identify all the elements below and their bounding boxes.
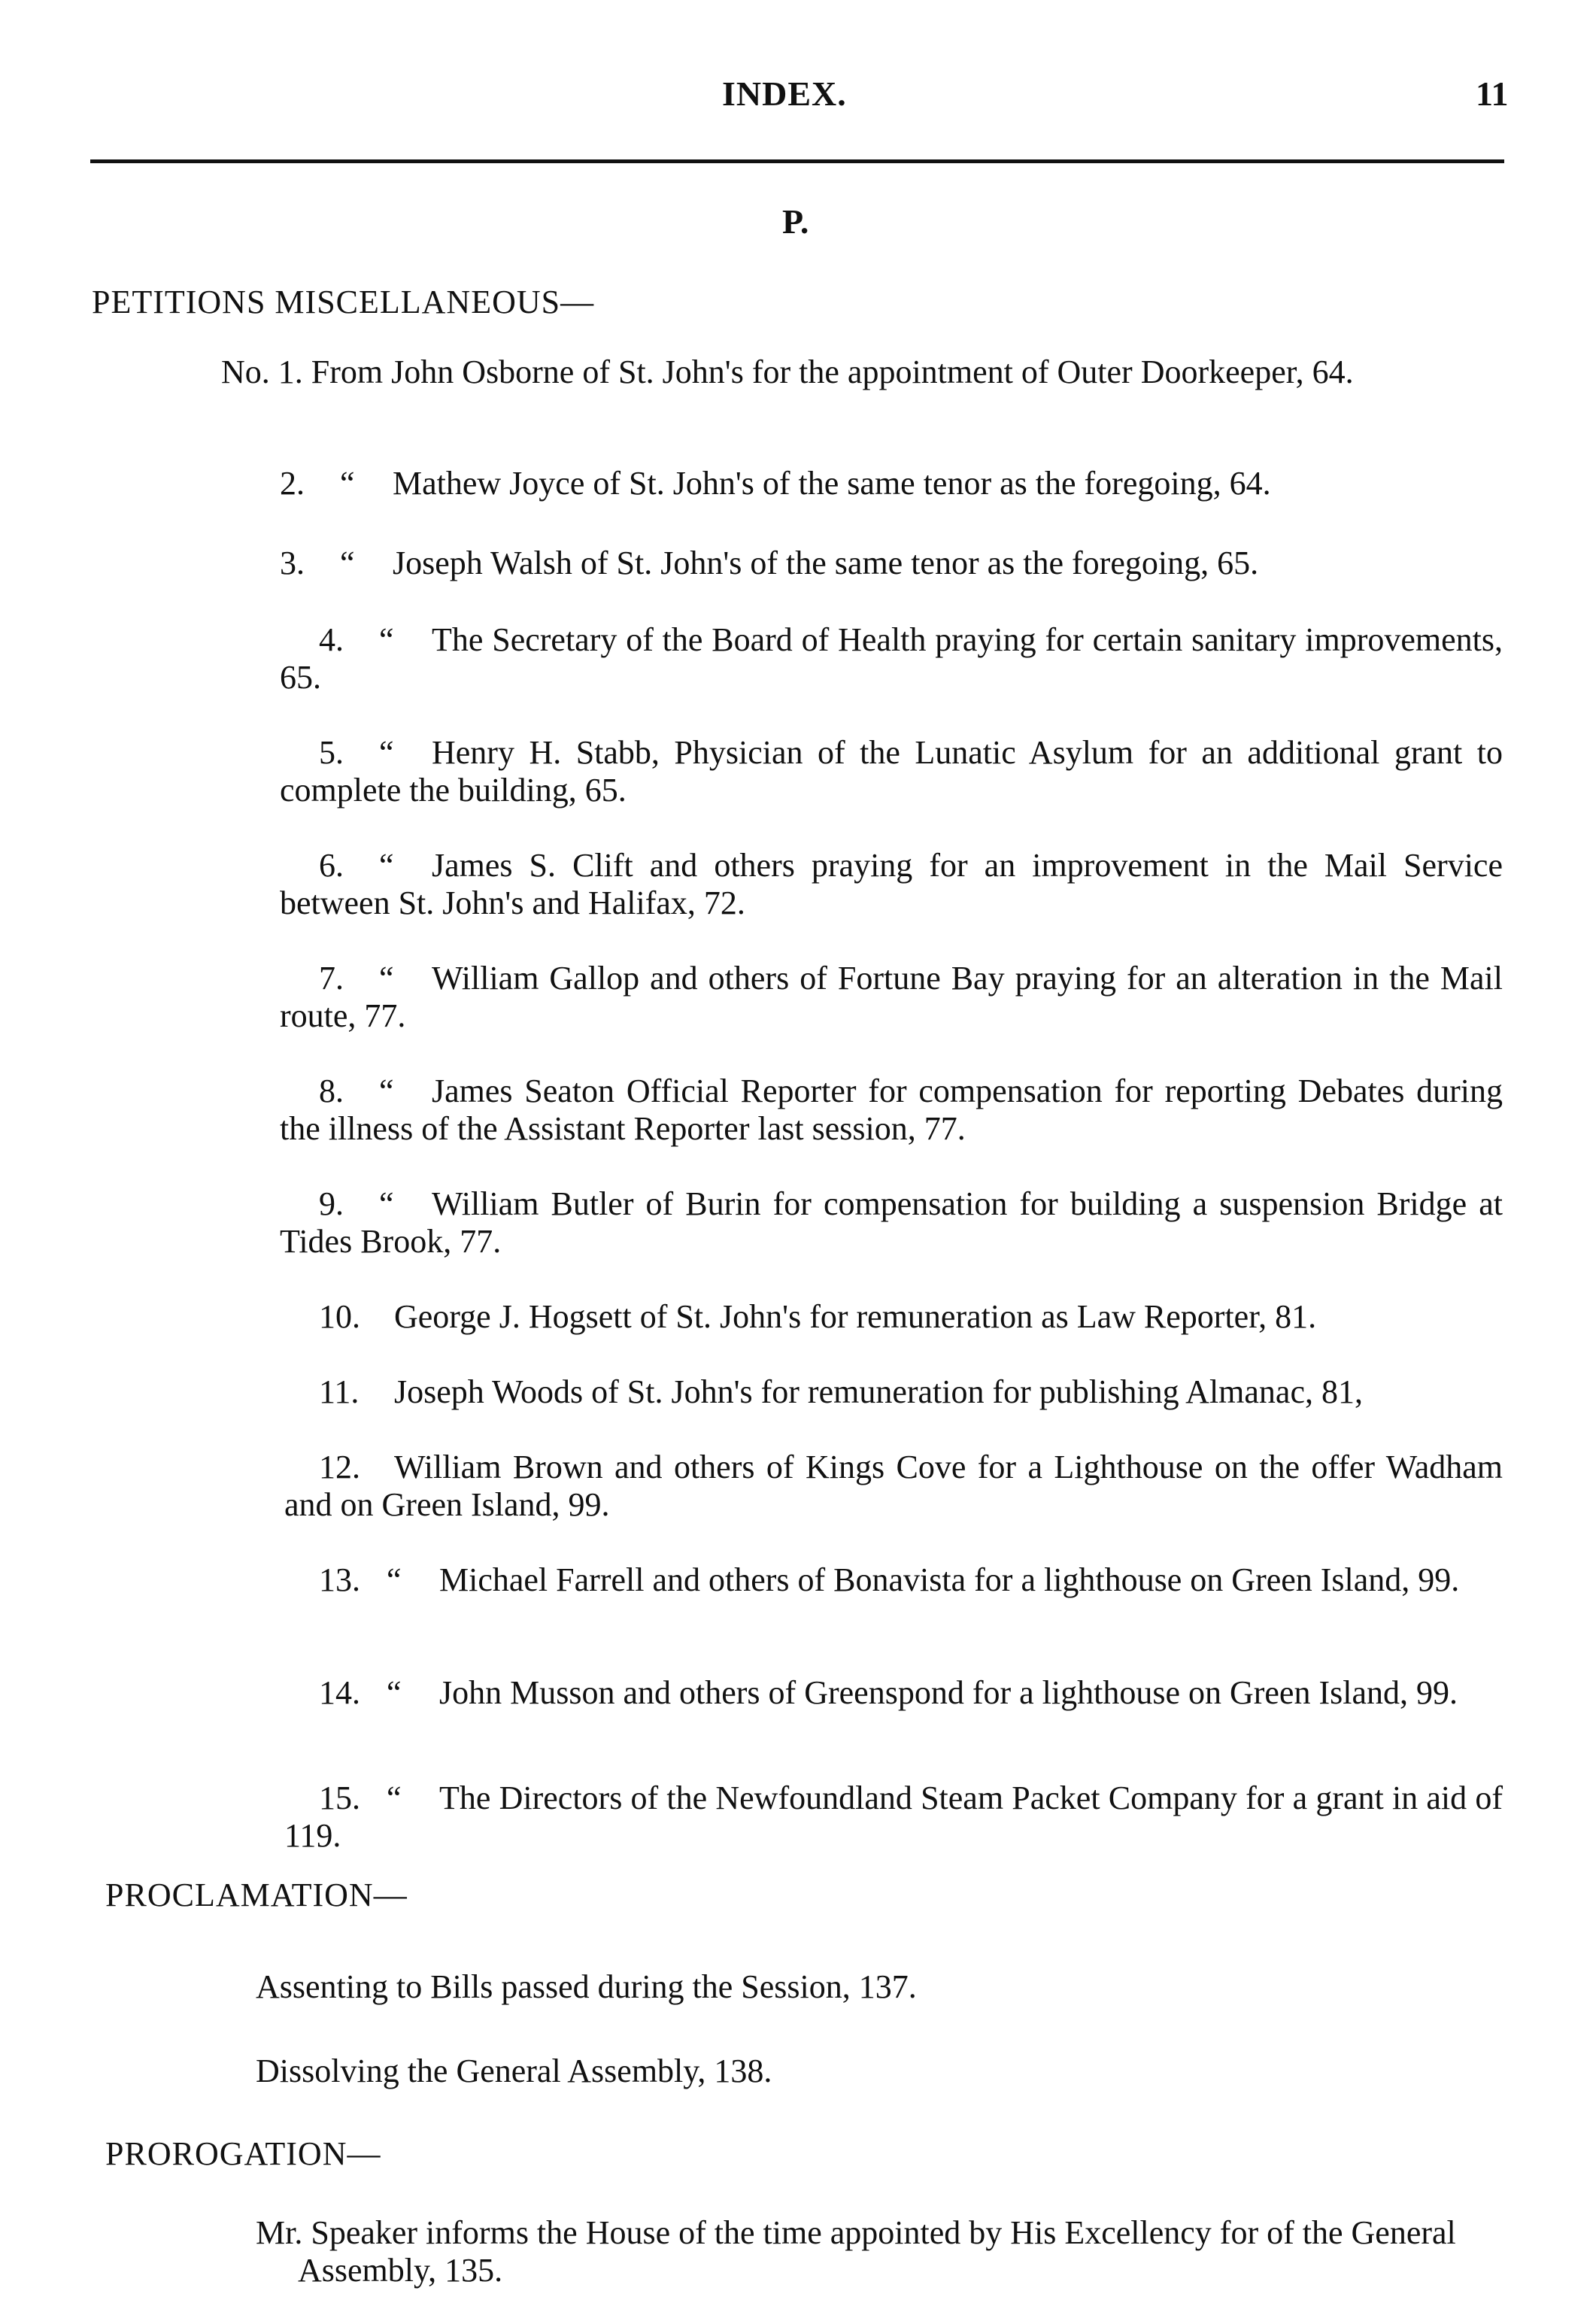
entry-number: 5. (319, 734, 344, 771)
entry-text: William Butler of Burin for compensation for building a suspension Bridge at Tides Brook, 77. (280, 1185, 1503, 1260)
ditto-mark: “ (379, 1185, 394, 1222)
list-item (284, 1779, 1503, 1855)
entry-number: 12. (319, 1449, 360, 1485)
entry-text: From John Osborne of St. John's for the appointment of Outer Doorkeeper, 64. (311, 353, 1354, 390)
entry-text: James S. Clift and others praying for an improvement in the Mail Service between St. John's and Halifax, 72. (280, 847, 1503, 921)
entry-number: 2. (280, 465, 305, 502)
list-item (280, 1185, 1503, 1261)
list-item (280, 960, 1503, 1035)
entry-text: Henry H. Stabb, Physician of the Lunatic Asylum for an additional grant to complete the building, 65. (280, 734, 1503, 809)
entry-text: William Gallop and others of Fortune Bay praying for an alteration in the Mail route, 77. (280, 960, 1503, 1034)
entry-text: The Secretary of the Board of Health praying for certain sanitary improvements, 65. (280, 621, 1503, 696)
section-heading-proclamation: PROCLAMATION— (105, 1877, 408, 1913)
entry-number: 11. (319, 1373, 360, 1410)
entry-text: George J. Hogsett of St. John's for remuneration as Law Reporter, 81. (394, 1298, 1317, 1335)
entry-text: Joseph Walsh of St. John's of the same tenor as the foregoing, 65. (393, 545, 1259, 581)
list-item (284, 1674, 1503, 1712)
list-item (280, 545, 1503, 582)
ditto-mark: “ (379, 960, 394, 997)
list-item (280, 621, 1503, 696)
header-rule (90, 159, 1504, 163)
list-item (280, 847, 1503, 922)
list-item: Dissolving the General Assembly, 138. (256, 2053, 772, 2089)
list-item (280, 465, 1503, 502)
ditto-mark: “ (379, 847, 394, 884)
entry-number: 6. (319, 847, 344, 884)
list-item (280, 1073, 1503, 1148)
list-item (319, 1373, 1503, 1411)
ditto-mark: “ (379, 734, 394, 771)
section-heading-petitions: PETITIONS MISCELLANEOUS— (92, 284, 595, 320)
list-item (284, 1561, 1503, 1599)
entry-number: 15. (319, 1779, 360, 1816)
running-head-title: INDEX. (722, 74, 847, 113)
list-item: Assenting to Bills passed during the Session, 137. (256, 1968, 917, 2005)
list-item (221, 353, 1521, 391)
ditto-mark: “ (340, 545, 355, 581)
ditto-mark: “ (340, 465, 355, 502)
list-item (284, 1449, 1503, 1524)
entry-text: Michael Farrell and others of Bonavista for a lighthouse on Green Island, 99. (439, 1561, 1460, 1598)
entry-number: 7. (319, 960, 344, 997)
entry-number: 10. (319, 1298, 360, 1335)
list-item (319, 1298, 1503, 1336)
entry-number: 4. (319, 621, 344, 658)
entry-number: 3. (280, 545, 305, 581)
entry-number: 8. (319, 1073, 344, 1109)
ditto-mark: “ (379, 621, 394, 658)
entry-number: No. 1. (221, 353, 303, 390)
ditto-mark: “ (387, 1561, 402, 1598)
entry-number: 13. (319, 1561, 360, 1598)
entry-text: William Brown and others of Kings Cove for a Lighthouse on the offer Wadham and on Green Island, 99. (284, 1449, 1503, 1523)
ditto-mark: “ (387, 1779, 402, 1816)
entry-text: The Directors of the Newfoundland Steam Packet Company for a grant in aid of 119. (284, 1779, 1503, 1854)
list-item: Mr. Speaker informs the House of the time appointed by His Excellency for of the General Assembly, 135. (256, 2214, 1456, 2289)
entry-number: 14. (319, 1674, 360, 1711)
entry-text: James Seaton Official Reporter for compensation for reporting Debates during the illness of the Assistant Reporter last session, 77. (280, 1073, 1503, 1147)
page-number: 11 (1476, 74, 1509, 113)
index-letter: P. (782, 202, 809, 241)
ditto-mark: “ (387, 1674, 402, 1711)
ditto-mark: “ (379, 1073, 394, 1109)
section-heading-prorogation: PROROGATION— (105, 2135, 381, 2172)
entry-text: John Musson and others of Greenspond for a lighthouse on Green Island, 99. (439, 1674, 1458, 1711)
entry-number: 9. (319, 1185, 344, 1222)
list-item (280, 734, 1503, 809)
entry-text: Joseph Woods of St. John's for remuneration for publishing Almanac, 81, (394, 1373, 1363, 1410)
entry-text: Mathew Joyce of St. John's of the same tenor as the foregoing, 64. (393, 465, 1271, 502)
